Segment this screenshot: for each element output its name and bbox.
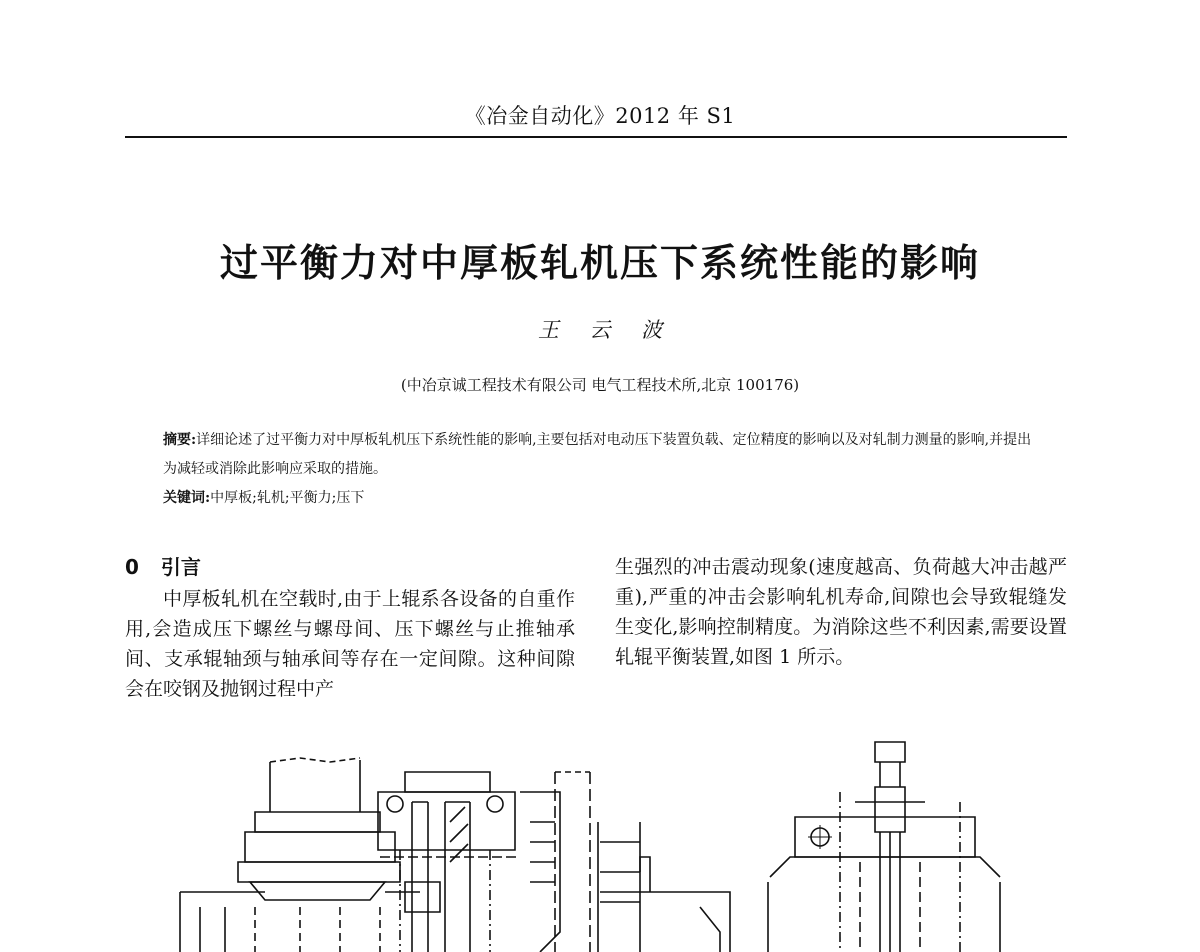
intro-paragraph-left: 中厚板轧机在空载时,由于上辊系各设备的自重作用,会造成压下螺丝与螺母间、压下螺丝与止推轴承间、支承辊轴颈与轴承间等存在一定间隙。这种间隙会在咬钢及抛钢过程中产 [125,588,575,700]
side-view-assembly [768,742,1000,952]
section-number: 0 [125,555,139,579]
abstract [163,426,1033,484]
author: 王 云 波 [537,318,663,342]
right-column [615,552,1067,672]
left-assembly [180,758,420,952]
figure-1-drawing [0,732,1200,952]
abstract-text: 详细论述了过平衡力对中厚板轧机压下系统性能的影响,主要包括对电动压下装置负载、定位精度的影响以及对轧制力测量的影响,并提出为减轻或消除此影响应采取的措施。 [163,432,1032,477]
affiliation: (中冶京诚工程技术有限公司 电气工程技术所,北京 100176) [400,376,800,394]
keywords [163,484,1033,513]
keywords-text: 中厚板;轧机;平衡力;压下 [210,490,365,506]
abstract-label: 摘要: [163,432,197,448]
left-column [125,552,575,704]
journal-header: 《冶金自动化》2012 年 S1 [464,104,736,128]
intro-paragraph-right: 生强烈的冲击震动现象(速度越高、负荷越大冲击越严重),严重的冲击会影响轧机寿命,间隙也会导致辊缝发生变化,影响控制精度。为消除这些不利因素,需要设置轧辊平衡装置,如图 1 所示。 [615,556,1067,668]
keywords-label: 关键词: [163,490,211,506]
section-heading [125,552,575,582]
section-title: 引言 [160,555,201,579]
abstract-block [163,426,1033,513]
right-assembly [520,772,730,952]
rolling-mill-schematic [0,732,1200,952]
header-rule [125,136,1067,138]
paper-title: 过平衡力对中厚板轧机压下系统性能的影响 [219,241,980,285]
